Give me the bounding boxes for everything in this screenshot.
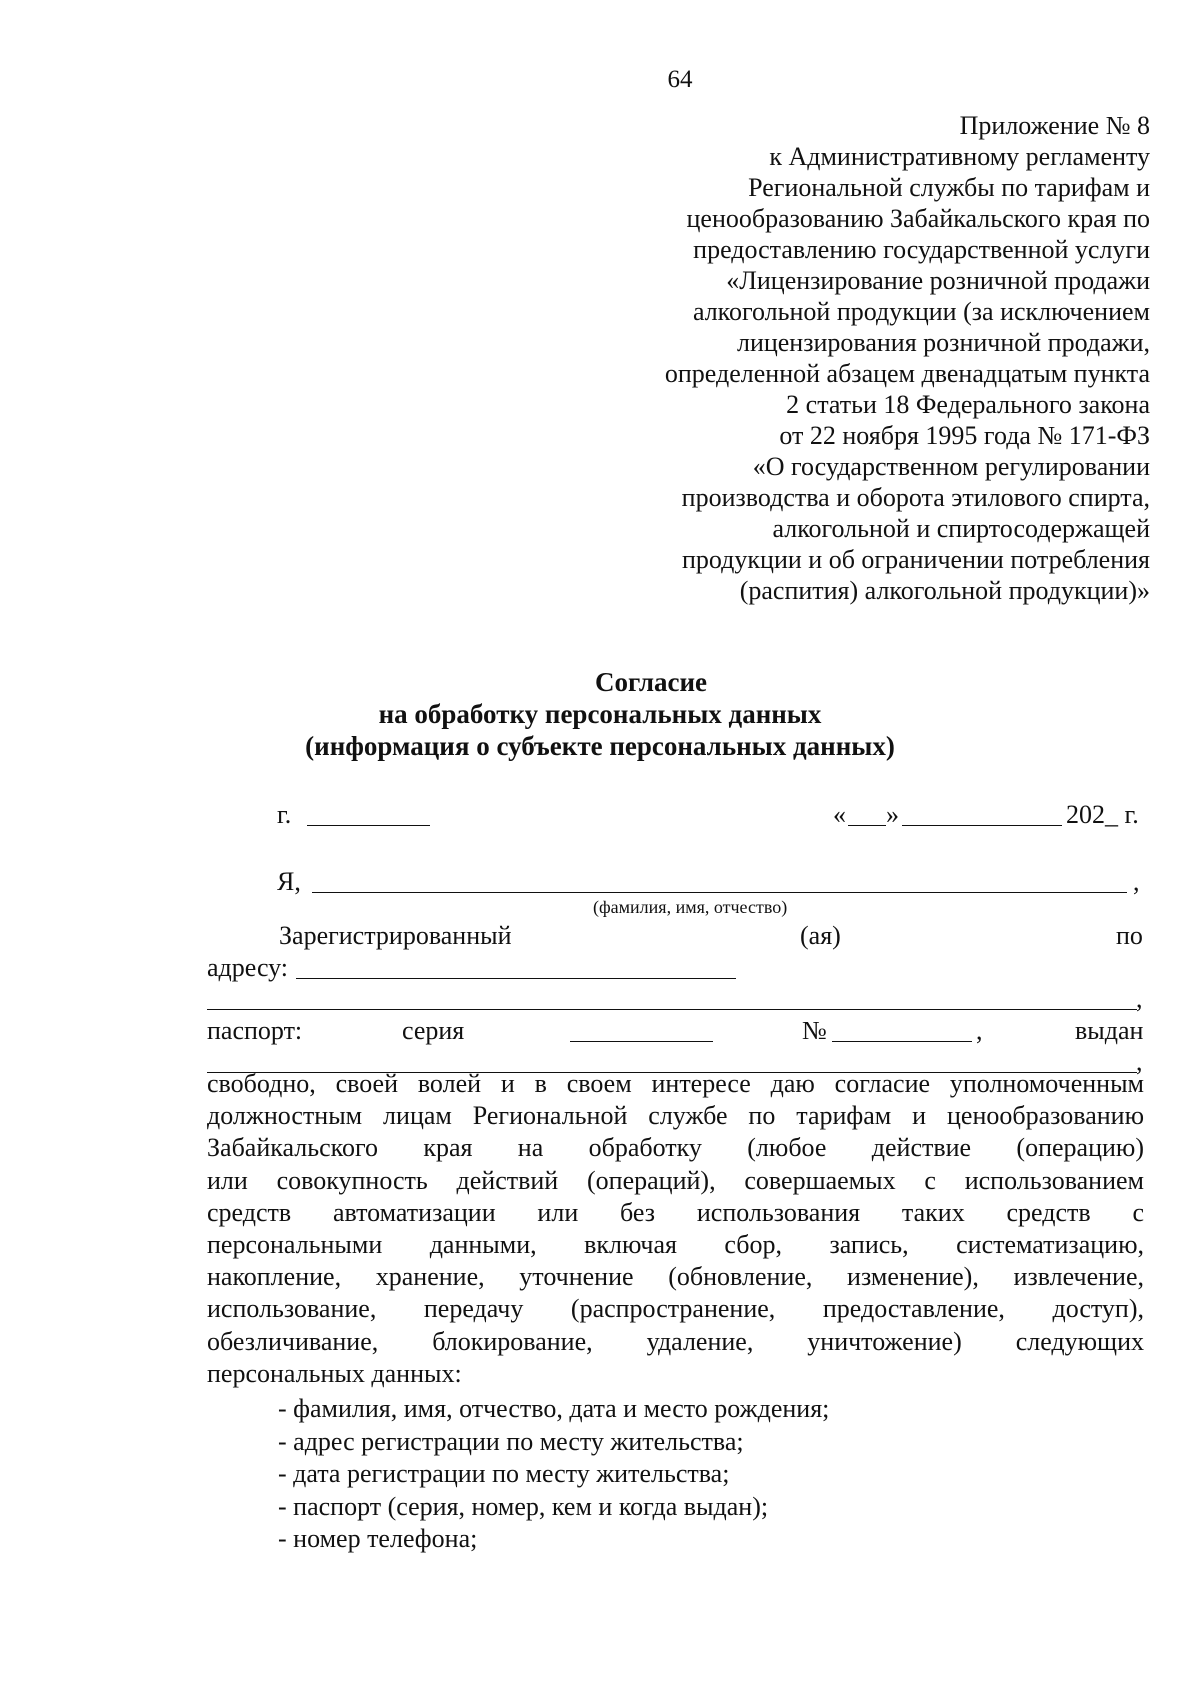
appendix-line: лицензирования розничной продажи, (736, 328, 1150, 357)
registered-po: по (1116, 921, 1143, 950)
appendix-line: производства и оборота этилового спирта, (681, 483, 1150, 512)
body-line: Забайкальского края на обработку (любое действие (операцию) (207, 1133, 1144, 1163)
appendix-line: (распития) алкогольной продукции)» (739, 576, 1150, 605)
registered-suffix: (ая) (800, 921, 841, 950)
list-item: - адрес регистрации по месту жительства; (278, 1426, 744, 1456)
name-comma: , (1133, 867, 1140, 896)
passport-label: паспорт: (207, 1016, 303, 1045)
full-name-caption: (фамилия, имя, отчество) (593, 897, 788, 917)
appendix-line: продукции и об ограничении потребления (682, 545, 1150, 574)
body-line: персональных данных: (207, 1358, 462, 1388)
body-line: средств автоматизации или без использования таких средств с (207, 1197, 1144, 1227)
appendix-line: от 22 ноября 1995 года № 171-ФЗ (779, 421, 1150, 450)
city-label: г. (277, 800, 292, 829)
address-comma: , (1136, 984, 1143, 1013)
consent-body (207, 1068, 1144, 1390)
body-line: накопление, хранение, уточнение (обновление, изменение), извлечение, (207, 1262, 1144, 1292)
appendix-line: предоставлению государственной услуги (693, 235, 1150, 264)
issued-comma: , (1136, 1047, 1143, 1076)
body-line: свободно, своей волей и в своем интересе даю согласие уполномоченным (207, 1069, 1144, 1098)
personal-data-list (278, 1393, 829, 1556)
date-year: 202_ г. (1066, 800, 1139, 829)
body-line: должностным лицам Региональной службе по тарифам и ценообразованию (207, 1101, 1144, 1131)
address-field-line2[interactable] (207, 992, 1137, 1010)
document-subtitle: на обработку персональных данных (378, 699, 822, 729)
appendix-header (490, 110, 1150, 606)
appendix-line: определенной абзацем двенадцатым пункта (664, 359, 1150, 388)
appendix-line: Региональной службы по тарифам и (748, 173, 1150, 202)
date-day-field[interactable] (848, 808, 886, 826)
document-title: Согласие (594, 667, 708, 697)
list-item: - паспорт (серия, номер, кем и когда выдан); (278, 1491, 769, 1521)
appendix-line: алкогольной продукции (за исключением (692, 297, 1150, 326)
full-name-field[interactable] (312, 875, 1127, 893)
appendix-line: «О государственном регулировании (752, 452, 1150, 481)
appendix-line: ценообразованию Забайкальского края по (686, 204, 1150, 233)
appendix-line: алкогольной и спиртосодержащей (772, 514, 1150, 543)
address-label: адресу: (207, 953, 289, 982)
registered-label: Зарегистрированный (279, 921, 512, 950)
i-label: Я, (277, 867, 301, 896)
appendix-line: к Административному регламенту (769, 142, 1150, 171)
body-line: персональными данными, включая сбор, запись, систематизацию, (207, 1230, 1144, 1260)
city-field[interactable] (307, 808, 430, 826)
address-field[interactable] (296, 961, 736, 979)
passport-number-label: № (802, 1016, 827, 1045)
passport-series-field[interactable] (570, 1024, 713, 1042)
appendix-line: «Лицензирование розничной продажи (726, 266, 1150, 295)
list-item: - дата регистрации по месту жительства; (278, 1459, 730, 1488)
page-number: 64 (667, 66, 693, 93)
list-item: - фамилия, имя, отчество, дата и место рождения; (278, 1394, 830, 1423)
date-close-quote: » (886, 800, 899, 829)
passport-number-comma: , (976, 1016, 983, 1045)
date-month-field[interactable] (902, 808, 1062, 826)
document-subtitle-note: (информация о субъекте персональных данных) (305, 731, 895, 761)
appendix-line: Приложение № 8 (959, 111, 1150, 140)
body-line: использование, передачу (распространение, предоставление, доступ), (207, 1294, 1144, 1324)
appendix-line: 2 статьи 18 Федерального закона (786, 390, 1150, 419)
body-line: или совокупность действий (операций), совершаемых с использованием (207, 1165, 1144, 1195)
passport-series-label: серия (402, 1016, 465, 1045)
body-line: обезличивание, блокирование, удаление, уничтожение) следующих (207, 1326, 1144, 1356)
date-open-quote: « (833, 800, 846, 829)
passport-number-field[interactable] (832, 1024, 972, 1042)
list-item: - номер телефона; (278, 1524, 478, 1553)
passport-issued-label: выдан (1075, 1016, 1144, 1045)
